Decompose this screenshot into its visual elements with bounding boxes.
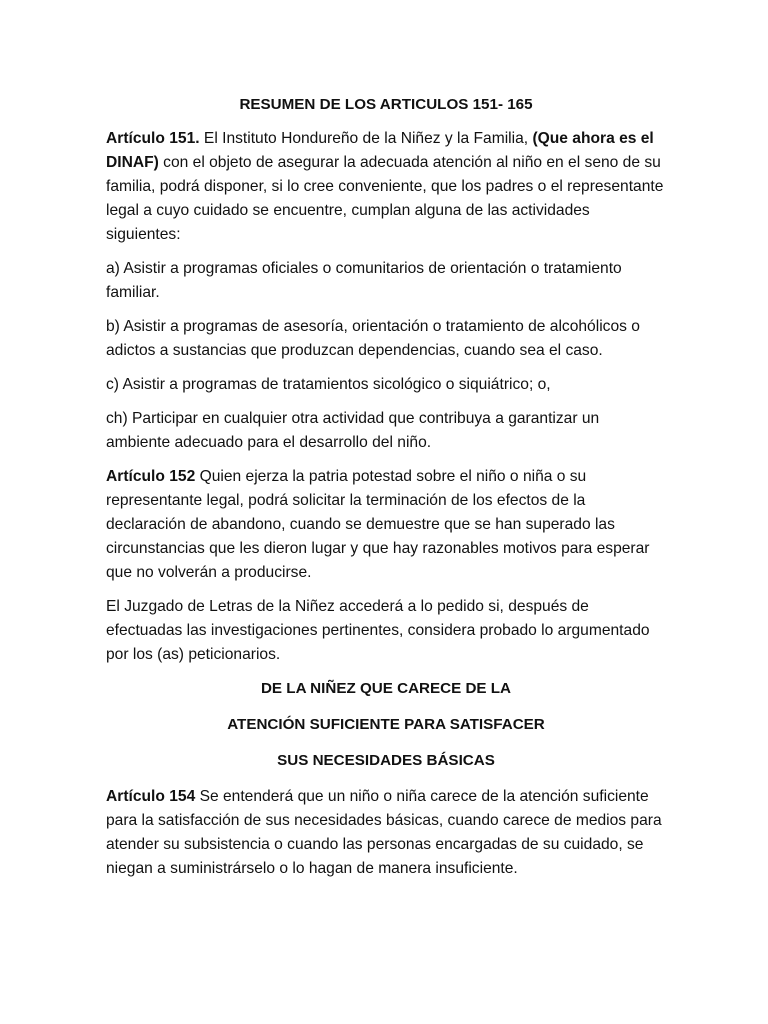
document-title: RESUMEN DE LOS ARTICULOS 151- 165 — [239, 96, 533, 113]
item-b: b) Asistir a programas de asesoría, orientación o tratamiento de alcohólicos o adictos a sustancias que produzcan dependencias, cuando sea el caso. — [106, 318, 640, 359]
article-151 — [106, 127, 666, 247]
article-151-label: Artículo 151. — [106, 130, 200, 147]
item-c: c) Asistir a programas de tratamientos sicológico o siquiátrico; o, — [106, 376, 551, 393]
article-154-label: Artículo 154 — [106, 788, 196, 805]
article-152 — [106, 465, 666, 585]
item-ch: ch) Participar en cualquier otra actividad que contribuya a garantizar un ambiente adecuado para el desarrollo del niño. — [106, 410, 600, 451]
article-151-text-2: con el objeto de asegurar la adecuada atención al niño en el seno de su familia, podrá disponer, si lo cree conveniente, que los padres o el representante legal a cuyo cuidado se encuentre, cumplan alguna de las actividades siguientes: — [106, 154, 664, 243]
section-heading-line-3: SUS NECESIDADES BÁSICAS — [277, 752, 495, 769]
document-body — [106, 93, 666, 891]
article-154 — [106, 785, 666, 881]
section-heading-line-1: DE LA NIÑEZ QUE CARECE DE LA — [260, 680, 512, 697]
juzgado-paragraph: El Juzgado de Letras de la Niñez accederá a lo pedido si, después de efectuadas las investigaciones pertinentes, considera probado lo argumentado por los (as) peticionarios. — [106, 598, 650, 663]
item-a: a) Asistir a programas oficiales o comunitarios de orientación o tratamiento familiar. — [106, 260, 622, 301]
article-152-label: Artículo 152 — [106, 468, 196, 485]
article-154-text: Se entenderá que un niño o niña carece de la atención suficiente para la satisfacción de sus necesidades básicas, cuando carece de medios para atender su subsistencia o cuando las personas encargadas de su cuidado, se niegan a suministrárselo o lo hagan de manera insuficiente. — [106, 788, 662, 877]
article-152-text: Quien ejerza la patria potestad sobre el niño o niña o su representante legal, podrá solicitar la terminación de los efectos de la declaración de abandono, cuando se demuestre que se han superado las circunstancias que les dieron lugar y que hay razonables motivos para esperar que no volverán a producirse. — [106, 468, 650, 581]
section-heading-line-2: ATENCIÓN SUFICIENTE PARA SATISFACER — [227, 716, 545, 733]
article-151-bold-note: (Que ahora es el DINAF) — [106, 130, 654, 171]
article-151-text-1: El Instituto Hondureño de la Niñez y la Familia, — [199, 130, 533, 147]
